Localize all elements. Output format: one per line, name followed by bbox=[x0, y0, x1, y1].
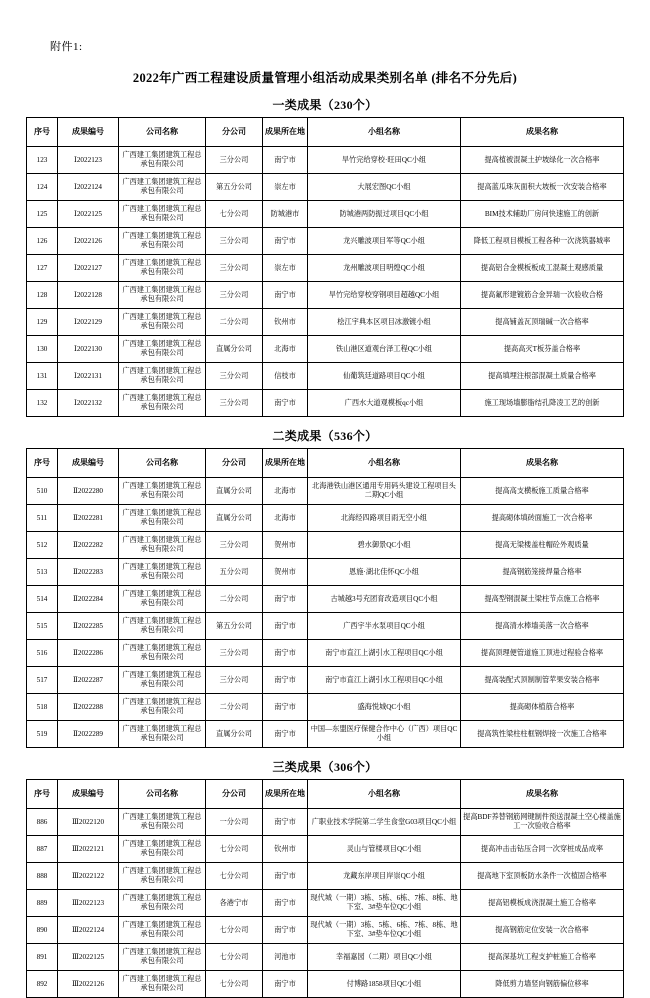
column-header-no: 序号 bbox=[27, 449, 58, 478]
cell-city: 南宁市 bbox=[263, 971, 308, 998]
cell-result: 提高铝合金模板板成工混凝土观感质量 bbox=[461, 255, 624, 282]
cell-no: 892 bbox=[27, 971, 58, 998]
cell-branch: 七分公司 bbox=[206, 863, 263, 890]
cell-result: 提高填埋注根部混凝土质量合格率 bbox=[461, 363, 624, 390]
column-header-city: 成果所在地 bbox=[263, 780, 308, 809]
cell-code: Ⅱ2022285 bbox=[58, 613, 119, 640]
cell-group: 古城越3号充团育改造项目QC小组 bbox=[308, 586, 461, 613]
cell-branch: 直属分公司 bbox=[206, 336, 263, 363]
table-row bbox=[27, 282, 624, 309]
cell-city: 南宁市 bbox=[263, 282, 308, 309]
cell-code: Ⅰ2022131 bbox=[58, 363, 119, 390]
cell-code: Ⅰ2022132 bbox=[58, 390, 119, 417]
cell-result: 提高冲击击钻压合同一次穿桩成品成率 bbox=[461, 836, 624, 863]
cell-company: 广西建工集团建筑工程总承包有限公司 bbox=[119, 336, 206, 363]
cell-company: 广西建工集团建筑工程总承包有限公司 bbox=[119, 586, 206, 613]
cell-no: 510 bbox=[27, 478, 58, 505]
cell-result: 提高筑性梁柱柱框钢焊接一次施工合格率 bbox=[461, 721, 624, 748]
cell-group: 盛海悦城QC小组 bbox=[308, 694, 461, 721]
cell-result: 降低工程项目模板工程各种一次浇筑器城率 bbox=[461, 228, 624, 255]
cell-no: 124 bbox=[27, 174, 58, 201]
cell-company: 广西建工集团建筑工程总承包有限公司 bbox=[119, 721, 206, 748]
cell-city: 崇左市 bbox=[263, 255, 308, 282]
cell-branch: 七分公司 bbox=[206, 944, 263, 971]
cell-code: Ⅱ2022284 bbox=[58, 586, 119, 613]
cell-branch: 直属分公司 bbox=[206, 478, 263, 505]
table-row bbox=[27, 586, 624, 613]
cell-city: 贺州市 bbox=[263, 559, 308, 586]
section-2 bbox=[26, 427, 624, 748]
cell-no: 513 bbox=[27, 559, 58, 586]
cell-no: 888 bbox=[27, 863, 58, 890]
cell-company: 广西建工集团建筑工程总承包有限公司 bbox=[119, 201, 206, 228]
cell-company: 广西建工集团建筑工程总承包有限公司 bbox=[119, 147, 206, 174]
cell-code: Ⅰ2022130 bbox=[58, 336, 119, 363]
cell-group: 广职业技术学院第二学生食堂G03项目QC小组 bbox=[308, 809, 461, 836]
cell-no: 515 bbox=[27, 613, 58, 640]
table-row bbox=[27, 836, 624, 863]
cell-group: 广西宇半水泵项目QC小组 bbox=[308, 613, 461, 640]
cell-group: 广西水大道观模板qc小组 bbox=[308, 390, 461, 417]
cell-result: 施工现场墙膨脂结孔降凌工艺的创新 bbox=[461, 390, 624, 417]
column-header-group: 小组名称 bbox=[308, 780, 461, 809]
table-row bbox=[27, 201, 624, 228]
cell-group: 北海港铁山港区通用专用码头建设工程项目头二期QC小组 bbox=[308, 478, 461, 505]
cell-company: 广西建工集团建筑工程总承包有限公司 bbox=[119, 478, 206, 505]
cell-branch: 各港宁市 bbox=[206, 890, 263, 917]
section-3-heading: 三类成果（306个） bbox=[272, 760, 378, 774]
cell-company: 广西建工集团建筑工程总承包有限公司 bbox=[119, 890, 206, 917]
cell-branch: 三分公司 bbox=[206, 390, 263, 417]
cell-branch: 直属分公司 bbox=[206, 721, 263, 748]
section-1 bbox=[26, 96, 624, 417]
cell-group: 现代城（一期）3栋、5栋、6栋、7栋、8栋、地下室、3#垫车位QC小组 bbox=[308, 917, 461, 944]
table-row bbox=[27, 863, 624, 890]
cell-branch: 第五分公司 bbox=[206, 613, 263, 640]
table-row bbox=[27, 694, 624, 721]
cell-no: 514 bbox=[27, 586, 58, 613]
cell-group: 大展宏图QC小组 bbox=[308, 174, 461, 201]
cell-branch: 三分公司 bbox=[206, 255, 263, 282]
cell-branch: 一分公司 bbox=[206, 809, 263, 836]
cell-branch: 第五分公司 bbox=[206, 174, 263, 201]
cell-city: 北海市 bbox=[263, 505, 308, 532]
table-row bbox=[27, 971, 624, 998]
cell-result: 提高高灭T板芬盖合格率 bbox=[461, 336, 624, 363]
table-row bbox=[27, 613, 624, 640]
cell-branch: 二分公司 bbox=[206, 586, 263, 613]
cell-group: 仙葡筑廷道路项目QC小组 bbox=[308, 363, 461, 390]
table-row bbox=[27, 147, 624, 174]
cell-group: 北海经四路项目雨无空小组 bbox=[308, 505, 461, 532]
cell-result: 提高BDF养替钢筋网键制件预送混凝土空心楼盖施工一次验收合格率 bbox=[461, 809, 624, 836]
cell-city: 北海市 bbox=[263, 336, 308, 363]
column-header-result: 成果名称 bbox=[461, 780, 624, 809]
cell-group: 付博路1858项目QC小组 bbox=[308, 971, 461, 998]
cell-no: 130 bbox=[27, 336, 58, 363]
cell-no: 123 bbox=[27, 147, 58, 174]
cell-company: 广西建工集团建筑工程总承包有限公司 bbox=[119, 228, 206, 255]
cell-result: 降低剪力墙竖向钢筋偏位移率 bbox=[461, 971, 624, 998]
cell-city: 南宁市 bbox=[263, 640, 308, 667]
cell-code: Ⅲ2022126 bbox=[58, 971, 119, 998]
results-table-2 bbox=[26, 448, 624, 748]
column-header-result: 成果名称 bbox=[461, 118, 624, 147]
column-header-group: 小组名称 bbox=[308, 449, 461, 478]
table-row bbox=[27, 532, 624, 559]
cell-branch: 三分公司 bbox=[206, 363, 263, 390]
cell-branch: 二分公司 bbox=[206, 694, 263, 721]
cell-code: Ⅰ2022124 bbox=[58, 174, 119, 201]
cell-company: 广西建工集团建筑工程总承包有限公司 bbox=[119, 309, 206, 336]
cell-group: 中国—东盟医疗保健合作中心（广西）项目QC小组 bbox=[308, 721, 461, 748]
cell-company: 广西建工集团建筑工程总承包有限公司 bbox=[119, 613, 206, 640]
cell-city: 崇左市 bbox=[263, 174, 308, 201]
cell-city: 贺州市 bbox=[263, 532, 308, 559]
cell-result: 提高深基坑工程支护桩施工合格率 bbox=[461, 944, 624, 971]
cell-code: Ⅰ2022123 bbox=[58, 147, 119, 174]
cell-code: Ⅰ2022127 bbox=[58, 255, 119, 282]
cell-branch: 三分公司 bbox=[206, 640, 263, 667]
cell-code: Ⅱ2022288 bbox=[58, 694, 119, 721]
cell-group: 灵山与管楼项目QC小组 bbox=[308, 836, 461, 863]
cell-group: 南宁市直江上湖引水工程项目QC小组 bbox=[308, 667, 461, 694]
cell-result: 提高无梁楼盖柱帽砼外观质量 bbox=[461, 532, 624, 559]
cell-result: 提高清水棒墙美落一次合格率 bbox=[461, 613, 624, 640]
results-table-1 bbox=[26, 117, 624, 417]
column-header-company: 公司名称 bbox=[119, 449, 206, 478]
cell-no: 887 bbox=[27, 836, 58, 863]
cell-code: Ⅰ2022129 bbox=[58, 309, 119, 336]
cell-code: Ⅱ2022281 bbox=[58, 505, 119, 532]
cell-code: Ⅱ2022282 bbox=[58, 532, 119, 559]
cell-group: 铁山港区道观台泽工程QC小组 bbox=[308, 336, 461, 363]
cell-group: 桧江宇典本区项目冰激镀小组 bbox=[308, 309, 461, 336]
cell-branch: 五分公司 bbox=[206, 559, 263, 586]
attachment-label: 附件1: bbox=[50, 41, 83, 53]
cell-company: 广西建工集团建筑工程总承包有限公司 bbox=[119, 559, 206, 586]
cell-code: Ⅱ2022286 bbox=[58, 640, 119, 667]
cell-city: 钦州市 bbox=[263, 309, 308, 336]
cell-no: 126 bbox=[27, 228, 58, 255]
column-header-company: 公司名称 bbox=[119, 118, 206, 147]
cell-code: Ⅲ2022125 bbox=[58, 944, 119, 971]
table-row bbox=[27, 228, 624, 255]
cell-city: 南宁市 bbox=[263, 694, 308, 721]
cell-branch: 三分公司 bbox=[206, 147, 263, 174]
cell-no: 890 bbox=[27, 917, 58, 944]
cell-no: 512 bbox=[27, 532, 58, 559]
cell-group: 恩施·湖北佳怀QC小组 bbox=[308, 559, 461, 586]
cell-code: Ⅰ2022128 bbox=[58, 282, 119, 309]
cell-city: 南宁市 bbox=[263, 586, 308, 613]
table-row bbox=[27, 309, 624, 336]
table-row bbox=[27, 390, 624, 417]
cell-company: 广西建工集团建筑工程总承包有限公司 bbox=[119, 532, 206, 559]
page-title: 2022年广西工程建设质量管理小组活动成果类别名单 (排名不分先后) bbox=[132, 71, 518, 85]
table-header-row bbox=[27, 780, 624, 809]
cell-code: Ⅰ2022126 bbox=[58, 228, 119, 255]
table-row bbox=[27, 944, 624, 971]
cell-company: 广西建工集团建筑工程总承包有限公司 bbox=[119, 390, 206, 417]
cell-company: 广西建工集团建筑工程总承包有限公司 bbox=[119, 863, 206, 890]
cell-no: 132 bbox=[27, 390, 58, 417]
cell-code: Ⅲ2022124 bbox=[58, 917, 119, 944]
cell-group: 碧水御景QC小组 bbox=[308, 532, 461, 559]
cell-code: Ⅲ2022122 bbox=[58, 863, 119, 890]
table-row bbox=[27, 174, 624, 201]
cell-code: Ⅱ2022289 bbox=[58, 721, 119, 748]
column-header-company: 公司名称 bbox=[119, 780, 206, 809]
cell-result: 提高钢筋定位安装一次合格率 bbox=[461, 917, 624, 944]
column-header-branch: 分公司 bbox=[206, 780, 263, 809]
column-header-city: 成果所在地 bbox=[263, 449, 308, 478]
cell-branch: 七分公司 bbox=[206, 836, 263, 863]
cell-group: 南宁市直江上湖引水工程项目QC小组 bbox=[308, 640, 461, 667]
cell-branch: 直属分公司 bbox=[206, 505, 263, 532]
cell-city: 河池市 bbox=[263, 944, 308, 971]
cell-no: 129 bbox=[27, 309, 58, 336]
cell-code: Ⅱ2022280 bbox=[58, 478, 119, 505]
table-row bbox=[27, 917, 624, 944]
cell-no: 511 bbox=[27, 505, 58, 532]
column-header-city: 成果所在地 bbox=[263, 118, 308, 147]
cell-no: 516 bbox=[27, 640, 58, 667]
cell-city: 南宁市 bbox=[263, 863, 308, 890]
cell-group: 防城港两防振过项目QC小组 bbox=[308, 201, 461, 228]
cell-company: 广西建工集团建筑工程总承包有限公司 bbox=[119, 640, 206, 667]
table-row bbox=[27, 640, 624, 667]
cell-no: 518 bbox=[27, 694, 58, 721]
table-row bbox=[27, 809, 624, 836]
section-2-heading: 二类成果（536个） bbox=[272, 429, 378, 443]
cell-result: 提高高支横板施工质量合格率 bbox=[461, 478, 624, 505]
column-header-result: 成果名称 bbox=[461, 449, 624, 478]
results-table-3 bbox=[26, 779, 624, 998]
cell-company: 广西建工集团建筑工程总承包有限公司 bbox=[119, 282, 206, 309]
cell-company: 广西建工集团建筑工程总承包有限公司 bbox=[119, 255, 206, 282]
table-row bbox=[27, 478, 624, 505]
cell-city: 南宁市 bbox=[263, 228, 308, 255]
cell-result: 提高钢筋笼接焊量合格率 bbox=[461, 559, 624, 586]
cell-code: Ⅰ2022125 bbox=[58, 201, 119, 228]
cell-company: 广西建工集团建筑工程总承包有限公司 bbox=[119, 917, 206, 944]
cell-result: 提高砌体植筋合格率 bbox=[461, 694, 624, 721]
table-header-row bbox=[27, 118, 624, 147]
cell-result: 提高装配式顶制制管苹果安装合格率 bbox=[461, 667, 624, 694]
cell-city: 信枝市 bbox=[263, 363, 308, 390]
cell-no: 519 bbox=[27, 721, 58, 748]
cell-no: 889 bbox=[27, 890, 58, 917]
cell-branch: 二分公司 bbox=[206, 309, 263, 336]
cell-result: 提高型钢混凝土梁柱节点施工合格率 bbox=[461, 586, 624, 613]
cell-group: 旱竹完给穿校穿钢项目超越QC小组 bbox=[308, 282, 461, 309]
column-header-code: 成果编号 bbox=[58, 780, 119, 809]
cell-city: 南宁市 bbox=[263, 390, 308, 417]
cell-city: 南宁市 bbox=[263, 613, 308, 640]
cell-no: 125 bbox=[27, 201, 58, 228]
column-header-branch: 分公司 bbox=[206, 118, 263, 147]
cell-result: 提高氟形建镀筋合金异瑞一次验收合格 bbox=[461, 282, 624, 309]
table-row bbox=[27, 667, 624, 694]
cell-code: Ⅲ2022123 bbox=[58, 890, 119, 917]
table-row bbox=[27, 505, 624, 532]
cell-result: 提高铝模板成浇混凝土施工合格率 bbox=[461, 890, 624, 917]
table-row bbox=[27, 721, 624, 748]
table-row bbox=[27, 890, 624, 917]
cell-company: 广西建工集团建筑工程总承包有限公司 bbox=[119, 809, 206, 836]
cell-company: 广西建工集团建筑工程总承包有限公司 bbox=[119, 174, 206, 201]
cell-result: 提高顶理便管道施工顶进过程验合格率 bbox=[461, 640, 624, 667]
column-header-branch: 分公司 bbox=[206, 449, 263, 478]
cell-result: 提高蓝瓜珠灰面积大坡板一次安装合格率 bbox=[461, 174, 624, 201]
cell-group: 幸福嘉园（二期）项目QC小组 bbox=[308, 944, 461, 971]
cell-result: 提高砌体填砖面施工一次合格率 bbox=[461, 505, 624, 532]
cell-no: 131 bbox=[27, 363, 58, 390]
cell-group: 旱竹完给穿校·旺田QC小组 bbox=[308, 147, 461, 174]
table-row bbox=[27, 336, 624, 363]
cell-no: 127 bbox=[27, 255, 58, 282]
cell-result: 提高铺盖瓦顶瑞碱一次合格率 bbox=[461, 309, 624, 336]
cell-city: 南宁市 bbox=[263, 147, 308, 174]
section-3 bbox=[26, 758, 624, 998]
cell-no: 886 bbox=[27, 809, 58, 836]
cell-group: 现代城（一期）3栋、5栋、6栋、7栋、8栋、地下室、3#垫车位QC小组 bbox=[308, 890, 461, 917]
table-header-row bbox=[27, 449, 624, 478]
cell-company: 广西建工集团建筑工程总承包有限公司 bbox=[119, 694, 206, 721]
cell-branch: 七分公司 bbox=[206, 917, 263, 944]
cell-branch: 三分公司 bbox=[206, 228, 263, 255]
table-row bbox=[27, 363, 624, 390]
cell-city: 南宁市 bbox=[263, 890, 308, 917]
section-1-heading: 一类成果（230个） bbox=[272, 98, 378, 112]
cell-city: 南宁市 bbox=[263, 917, 308, 944]
cell-code: Ⅲ2022120 bbox=[58, 809, 119, 836]
cell-branch: 七分公司 bbox=[206, 201, 263, 228]
column-header-code: 成果编号 bbox=[58, 118, 119, 147]
table-row bbox=[27, 559, 624, 586]
cell-city: 南宁市 bbox=[263, 667, 308, 694]
column-header-code: 成果编号 bbox=[58, 449, 119, 478]
cell-branch: 三分公司 bbox=[206, 667, 263, 694]
column-header-no: 序号 bbox=[27, 780, 58, 809]
cell-branch: 三分公司 bbox=[206, 282, 263, 309]
column-header-no: 序号 bbox=[27, 118, 58, 147]
cell-company: 广西建工集团建筑工程总承包有限公司 bbox=[119, 836, 206, 863]
cell-code: Ⅱ2022287 bbox=[58, 667, 119, 694]
cell-result: BIM技术辅助厂房问快速施工的创新 bbox=[461, 201, 624, 228]
cell-city: 钦州市 bbox=[263, 836, 308, 863]
cell-code: Ⅱ2022283 bbox=[58, 559, 119, 586]
cell-city: 南宁市 bbox=[263, 809, 308, 836]
cell-no: 128 bbox=[27, 282, 58, 309]
table-row bbox=[27, 255, 624, 282]
cell-branch: 三分公司 bbox=[206, 532, 263, 559]
cell-city: 北海市 bbox=[263, 478, 308, 505]
cell-branch: 七分公司 bbox=[206, 971, 263, 998]
cell-company: 广西建工集团建筑工程总承包有限公司 bbox=[119, 505, 206, 532]
cell-no: 517 bbox=[27, 667, 58, 694]
cell-result: 提高地下室顶板防水条件一次植固合格率 bbox=[461, 863, 624, 890]
cell-code: Ⅲ2022121 bbox=[58, 836, 119, 863]
cell-company: 广西建工集团建筑工程总承包有限公司 bbox=[119, 944, 206, 971]
cell-group: 龙兴雕波项目军等QC小组 bbox=[308, 228, 461, 255]
cell-city: 防城港市 bbox=[263, 201, 308, 228]
cell-company: 广西建工集团建筑工程总承包有限公司 bbox=[119, 667, 206, 694]
cell-company: 广西建工集团建筑工程总承包有限公司 bbox=[119, 971, 206, 998]
cell-company: 广西建工集团建筑工程总承包有限公司 bbox=[119, 363, 206, 390]
cell-city: 南宁市 bbox=[263, 721, 308, 748]
cell-result: 提高植被混凝土护坡绿化一次合格率 bbox=[461, 147, 624, 174]
cell-no: 891 bbox=[27, 944, 58, 971]
cell-group: 龙州雕波项目明煌QC小组 bbox=[308, 255, 461, 282]
cell-group: 龙藏东岸项目岸崇QC小组 bbox=[308, 863, 461, 890]
column-header-group: 小组名称 bbox=[308, 118, 461, 147]
